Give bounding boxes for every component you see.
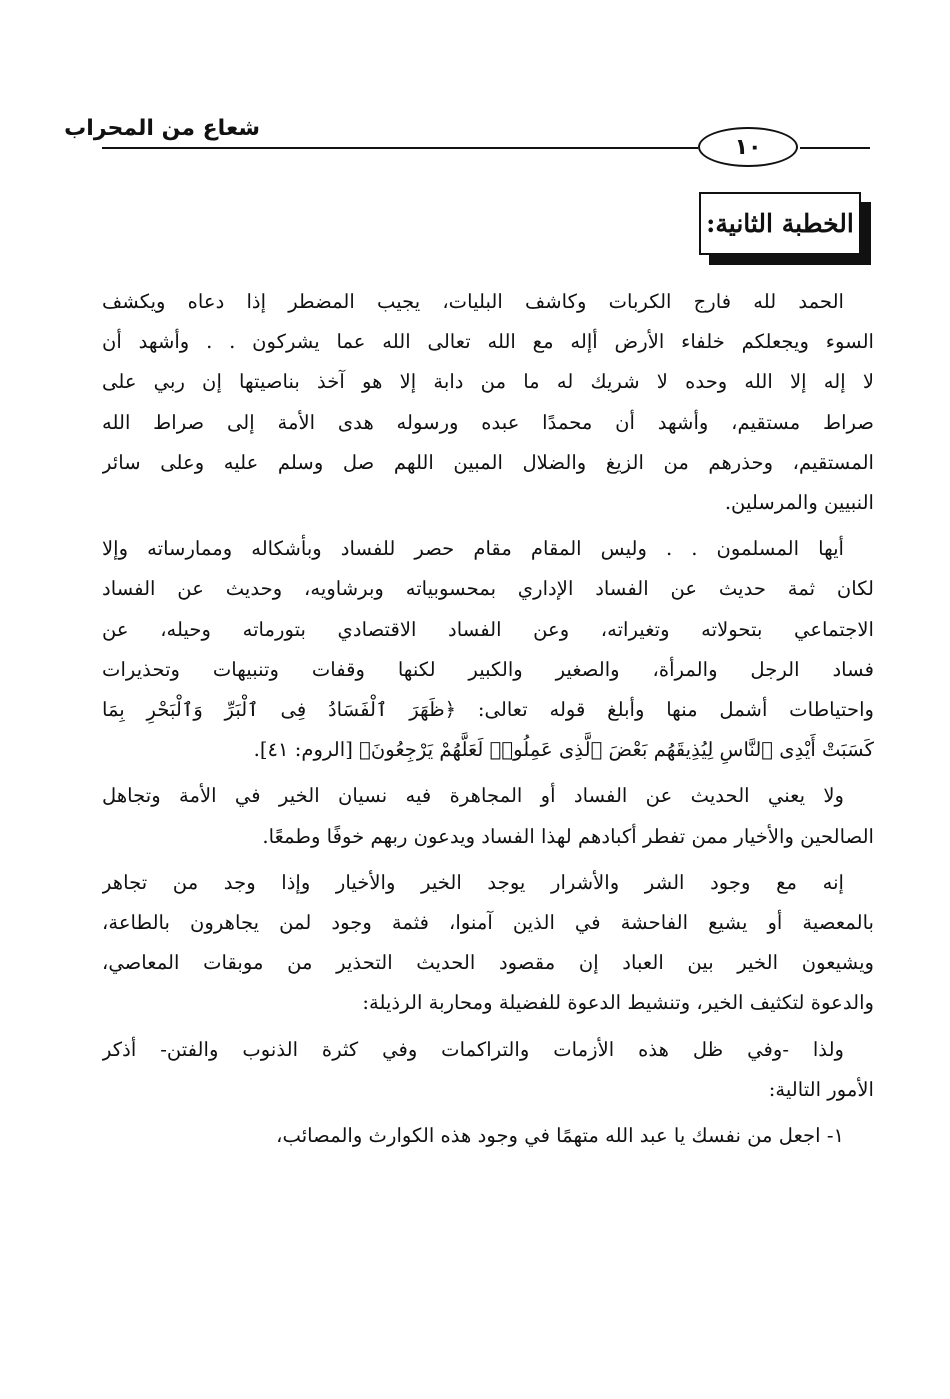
text-line: النبيين والمرسلين. xyxy=(724,491,874,515)
text-line: فساد الرجل والمرأة، والصغير والكبير لكنها وقفات وتنبيهات وتحذيرات xyxy=(102,657,874,681)
text-line: الصالحين والأخيار ممن تفطر أكبادهم لهذا الفساد ويدعون ربهم خوفًا وطمعًا. xyxy=(262,824,874,848)
text-line: المستقيم، وحذرهم من الزيغ والضلال المبين اللهم صل وسلم عليه وعلى سائر xyxy=(102,450,874,474)
text-line: ولا يعني الحديث عن الفساد أو المجاهرة فيه نسيان الخير في الأمة وتجاهل xyxy=(102,784,844,808)
text-line: السوء ويجعلكم خلفاء الأرض أإله مع الله تعالى الله عما يشركون . . وأشهد أن xyxy=(102,330,874,354)
paragraph-2 xyxy=(102,529,874,770)
text-line: لا إله إلا الله وحده لا شريك له ما من دابة إلا هو آخذ بناصيتها إن ربي على xyxy=(102,370,874,394)
header-rule-left xyxy=(102,147,698,149)
text-line: ويشيعون الخير بين العباد إن مقصود الحديث التحذير من موبقات المعاصي، xyxy=(102,951,874,975)
page-number: ١٠ xyxy=(698,127,798,167)
text-line: والدعوة لتكثيف الخير، وتنشيط الدعوة للفضيلة ومحاربة الرذيلة: xyxy=(362,991,874,1015)
quran-verse-line: واحتياطات أشمل منها وأبلغ قوله تعالى: ﴿ظَهَرَ ٱلْفَسَادُ فِى ٱلْبَرِّ وَٱلْبَحْرِ بِمَا xyxy=(102,698,874,722)
text-line: صراط مستقيم، وأشهد أن محمدًا عبده ورسوله هدى الأمة إلى صراط الله xyxy=(102,410,874,434)
text-line: الأمور التالية: xyxy=(768,1077,874,1101)
quran-verse-line: كَسَبَتْ أَيْدِى ٱلنَّاسِ لِيُذِيقَهُم بَعْضَ ٱلَّذِى عَمِلُوا۟ لَعَلَّهُمْ يَرْجِعُونَ﴾ [الروم: ٤١]. xyxy=(253,738,874,762)
paragraph-3 xyxy=(102,776,874,856)
text-line: ولذا -وفي ظل هذه الأزمات والتراكمات وفي كثرة الذنوب والفتن- أذكر xyxy=(102,1037,844,1061)
text-line: ١- اجعل من نفسك يا عبد الله متهمًا في وجود هذه الكوارث والمصائب، xyxy=(276,1124,844,1148)
section-heading: الخطبة الثانية: xyxy=(699,192,861,255)
text-line: الحمد لله فارج الكربات وكاشف البليات، يجيب المضطر إذا دعاه ويكشف xyxy=(102,290,844,313)
paragraph-1 xyxy=(102,282,874,523)
paragraph-6 xyxy=(102,1116,874,1156)
paragraph-5 xyxy=(102,1030,874,1110)
body-text xyxy=(102,282,874,1162)
text-line: إنه مع وجود الشر والأشرار يوجد الخير والأخيار وإذا وجد من تجاهر xyxy=(102,870,844,894)
text-line: لكان ثمة حديث عن الفساد الإداري بمحسوبياته وبرشاويه، وحديث عن الفساد xyxy=(102,577,874,601)
paragraph-4 xyxy=(102,863,874,1024)
running-header-title: شعاع من المحراب xyxy=(64,116,260,141)
text-line: الاجتماعي بتحولاته وتغيراته، وعن الفساد الاقتصادي بتورماته وحيله، عن xyxy=(102,617,874,641)
header-rule-right xyxy=(800,147,870,149)
text-line: بالمعصية أو يشيع الفاحشة في الذين آمنوا، فثمة وجود لمن يجاهرون بالطاعة، xyxy=(102,911,874,935)
text-line: أيها المسلمون . . وليس المقام مقام حصر للفساد وبأشكاله وممارساته وإلا xyxy=(102,537,844,561)
